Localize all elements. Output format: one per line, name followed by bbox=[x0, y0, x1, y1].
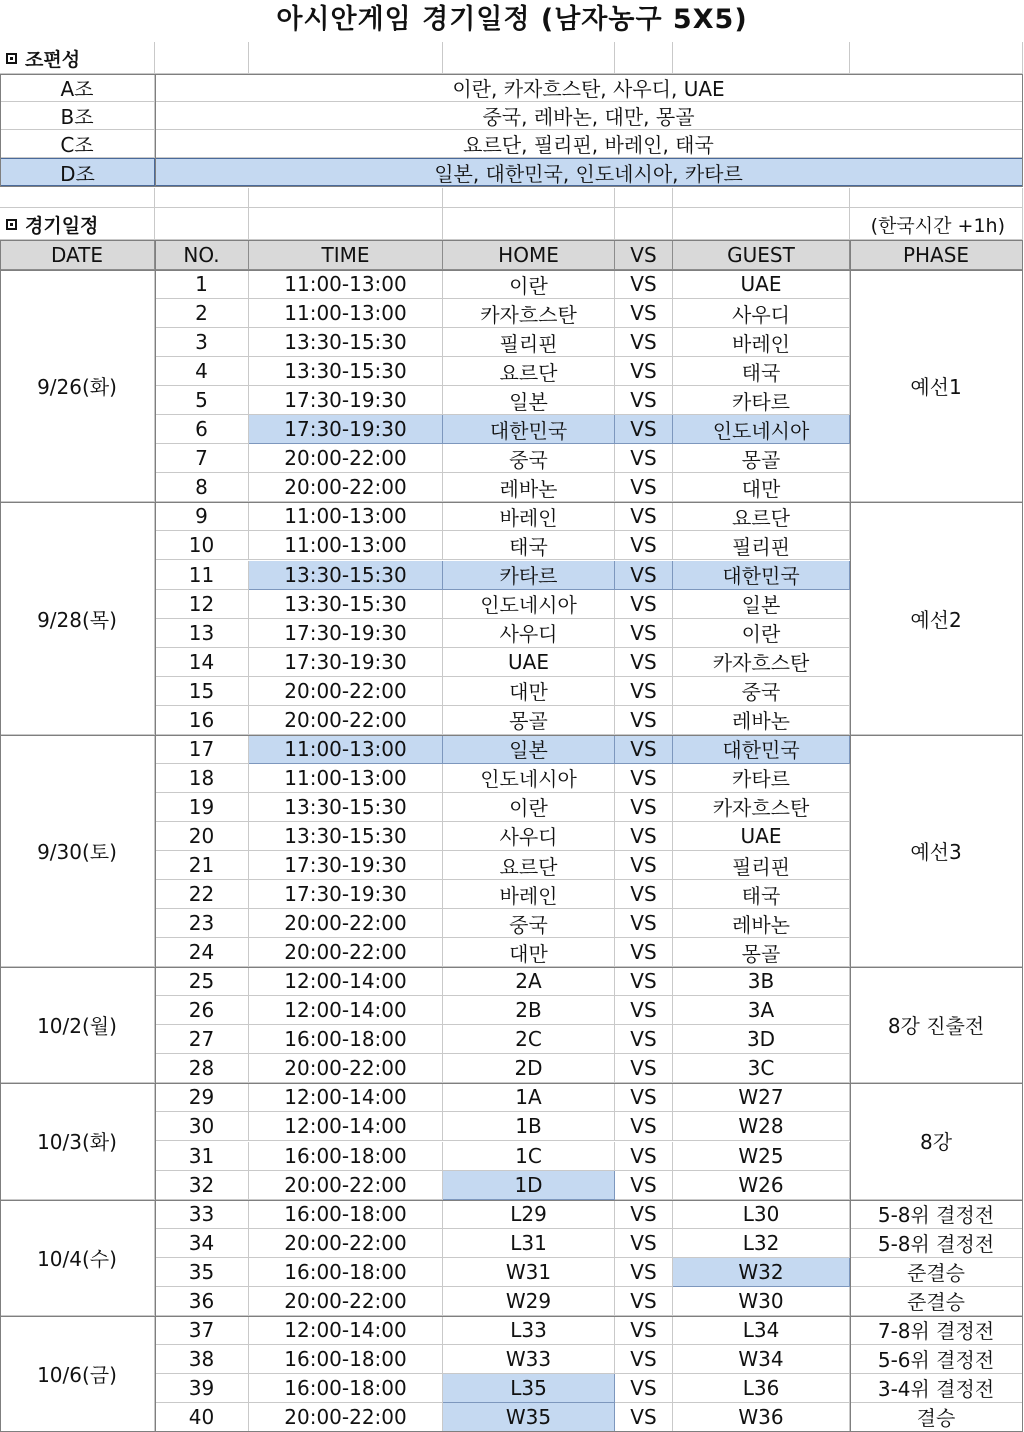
game-time: 12:00-14:00 bbox=[249, 1112, 443, 1141]
date-cell: 9/26(화) bbox=[0, 270, 155, 502]
game-home: 태국 bbox=[443, 531, 615, 560]
game-time: 17:30-19:30 bbox=[249, 880, 443, 909]
phase-column-border bbox=[850, 240, 851, 1432]
groups-border-mid bbox=[155, 74, 156, 186]
game-no: 38 bbox=[155, 1345, 249, 1374]
table-border-left bbox=[0, 240, 1, 1432]
game-guest: W26 bbox=[673, 1171, 850, 1200]
game-time: 11:00-13:00 bbox=[249, 764, 443, 793]
game-time: 17:30-19:30 bbox=[249, 648, 443, 677]
game-vs: VS bbox=[615, 473, 673, 502]
checkbox-square-icon bbox=[6, 219, 17, 230]
game-no: 7 bbox=[155, 444, 249, 473]
date-cell: 9/30(토) bbox=[0, 735, 155, 967]
game-guest: 대만 bbox=[673, 473, 850, 502]
game-no: 36 bbox=[155, 1287, 249, 1316]
game-guest: W28 bbox=[673, 1112, 850, 1141]
game-vs: VS bbox=[615, 1054, 673, 1083]
game-vs: VS bbox=[615, 299, 673, 328]
game-no: 26 bbox=[155, 996, 249, 1025]
game-vs: VS bbox=[615, 1083, 673, 1112]
game-time: 13:30-15:30 bbox=[249, 590, 443, 619]
game-vs: VS bbox=[615, 1316, 673, 1345]
game-vs: VS bbox=[615, 531, 673, 560]
game-no: 27 bbox=[155, 1025, 249, 1054]
game-home: 바레인 bbox=[443, 502, 615, 531]
header-date: DATE bbox=[0, 240, 155, 270]
blank-cell bbox=[155, 42, 249, 74]
game-vs: VS bbox=[615, 270, 673, 299]
game-guest: 바레인 bbox=[673, 328, 850, 357]
game-guest: 대한민국 bbox=[673, 561, 850, 590]
game-home: 중국 bbox=[443, 909, 615, 938]
game-home: 대한민국 bbox=[443, 415, 615, 444]
game-time: 13:30-15:30 bbox=[249, 822, 443, 851]
phase-cell: 결승 bbox=[850, 1403, 1023, 1432]
game-no: 34 bbox=[155, 1229, 249, 1258]
game-home: 중국 bbox=[443, 444, 615, 473]
game-vs: VS bbox=[615, 619, 673, 648]
game-no: 10 bbox=[155, 531, 249, 560]
game-vs: VS bbox=[615, 706, 673, 735]
game-guest: 3D bbox=[673, 1025, 850, 1054]
game-time: 20:00-22:00 bbox=[249, 1403, 443, 1432]
game-time: 17:30-19:30 bbox=[249, 851, 443, 880]
game-time: 20:00-22:00 bbox=[249, 1287, 443, 1316]
date-group-separator bbox=[0, 1200, 1023, 1201]
game-vs: VS bbox=[615, 1112, 673, 1141]
blank-cell bbox=[615, 208, 673, 240]
checkbox-square-icon bbox=[6, 53, 17, 64]
game-time: 16:00-18:00 bbox=[249, 1142, 443, 1171]
game-time: 11:00-13:00 bbox=[249, 502, 443, 531]
date-cell: 9/28(목) bbox=[0, 502, 155, 734]
game-guest: 3B bbox=[673, 967, 850, 996]
game-home: 일본 bbox=[443, 735, 615, 764]
game-home: 2D bbox=[443, 1054, 615, 1083]
phase-cell: 예선3 bbox=[850, 735, 1023, 967]
date-group-separator bbox=[0, 502, 1023, 503]
groups-border-left bbox=[0, 74, 1, 186]
game-no: 15 bbox=[155, 677, 249, 706]
game-no: 30 bbox=[155, 1112, 249, 1141]
game-home: W35 bbox=[443, 1403, 615, 1432]
blank-cell bbox=[850, 188, 1023, 208]
game-no: 14 bbox=[155, 648, 249, 677]
game-guest: L36 bbox=[673, 1374, 850, 1403]
game-time: 13:30-15:30 bbox=[249, 561, 443, 590]
game-time: 17:30-19:30 bbox=[249, 619, 443, 648]
group-name: D조 bbox=[0, 158, 155, 186]
game-vs: VS bbox=[615, 880, 673, 909]
game-vs: VS bbox=[615, 1200, 673, 1229]
game-vs: VS bbox=[615, 561, 673, 590]
game-home: 일본 bbox=[443, 386, 615, 415]
date-column-border bbox=[155, 240, 156, 1432]
game-vs: VS bbox=[615, 1142, 673, 1171]
game-time: 20:00-22:00 bbox=[249, 1171, 443, 1200]
game-vs: VS bbox=[615, 851, 673, 880]
game-vs: VS bbox=[615, 793, 673, 822]
game-home: 1A bbox=[443, 1083, 615, 1112]
game-no: 20 bbox=[155, 822, 249, 851]
game-vs: VS bbox=[615, 938, 673, 967]
game-vs: VS bbox=[615, 444, 673, 473]
game-guest: L32 bbox=[673, 1229, 850, 1258]
game-time: 11:00-13:00 bbox=[249, 735, 443, 764]
game-no: 16 bbox=[155, 706, 249, 735]
game-time: 12:00-14:00 bbox=[249, 1083, 443, 1112]
game-guest: 3A bbox=[673, 996, 850, 1025]
game-home: L35 bbox=[443, 1374, 615, 1403]
game-time: 20:00-22:00 bbox=[249, 1054, 443, 1083]
blank-cell bbox=[615, 42, 673, 74]
game-guest: UAE bbox=[673, 822, 850, 851]
game-guest: 카타르 bbox=[673, 764, 850, 793]
phase-cell: 예선1 bbox=[850, 270, 1023, 502]
game-vs: VS bbox=[615, 357, 673, 386]
game-home: 바레인 bbox=[443, 880, 615, 909]
game-guest: W36 bbox=[673, 1403, 850, 1432]
game-no: 9 bbox=[155, 502, 249, 531]
game-home: W31 bbox=[443, 1258, 615, 1287]
blank-cell bbox=[850, 42, 1023, 74]
phase-cell: 3-4위 결정전 bbox=[850, 1374, 1023, 1403]
date-cell: 10/6(금) bbox=[0, 1316, 155, 1432]
game-home: L31 bbox=[443, 1229, 615, 1258]
game-vs: VS bbox=[615, 590, 673, 619]
game-home: 카자흐스탄 bbox=[443, 299, 615, 328]
page-title: 아시안게임 경기일정 (남자농구 5X5) bbox=[276, 4, 748, 35]
game-guest: 몽골 bbox=[673, 938, 850, 967]
header-guest: GUEST bbox=[673, 240, 850, 270]
date-cell: 10/3(화) bbox=[0, 1083, 155, 1199]
game-home: 인도네시아 bbox=[443, 590, 615, 619]
game-home: 사우디 bbox=[443, 619, 615, 648]
game-no: 37 bbox=[155, 1316, 249, 1345]
header-border-bottom bbox=[0, 270, 1023, 271]
phase-cell: 준결승 bbox=[850, 1258, 1023, 1287]
game-no: 13 bbox=[155, 619, 249, 648]
game-home: 1B bbox=[443, 1112, 615, 1141]
game-time: 11:00-13:00 bbox=[249, 299, 443, 328]
phase-cell: 준결승 bbox=[850, 1287, 1023, 1316]
header-no: NO. bbox=[155, 240, 249, 270]
group-teams: 중국, 레바논, 대만, 몽골 bbox=[155, 102, 1023, 130]
game-time: 16:00-18:00 bbox=[249, 1200, 443, 1229]
game-home: 대만 bbox=[443, 677, 615, 706]
group-name: B조 bbox=[0, 102, 155, 130]
phase-cell: 7-8위 결정전 bbox=[850, 1316, 1023, 1345]
header-home: HOME bbox=[443, 240, 615, 270]
game-no: 4 bbox=[155, 357, 249, 386]
game-time: 20:00-22:00 bbox=[249, 909, 443, 938]
group-name: C조 bbox=[0, 130, 155, 158]
game-no: 24 bbox=[155, 938, 249, 967]
game-vs: VS bbox=[615, 735, 673, 764]
blank-cell bbox=[673, 188, 850, 208]
game-no: 25 bbox=[155, 967, 249, 996]
schedule-section-label: 경기일정 bbox=[25, 214, 99, 237]
phase-cell: 8강 bbox=[850, 1083, 1023, 1199]
game-guest: 태국 bbox=[673, 357, 850, 386]
date-group-separator bbox=[0, 967, 1023, 968]
game-time: 20:00-22:00 bbox=[249, 677, 443, 706]
game-home: 인도네시아 bbox=[443, 764, 615, 793]
game-home: UAE bbox=[443, 648, 615, 677]
game-home: 이란 bbox=[443, 793, 615, 822]
game-home: 카타르 bbox=[443, 561, 615, 590]
header-phase: PHASE bbox=[850, 240, 1023, 270]
group-teams: 요르단, 필리핀, 바레인, 태국 bbox=[155, 130, 1023, 158]
game-vs: VS bbox=[615, 415, 673, 444]
date-cell: 10/2(월) bbox=[0, 967, 155, 1083]
table-border-right bbox=[1022, 240, 1023, 1432]
game-time: 16:00-18:00 bbox=[249, 1025, 443, 1054]
phase-cell: 8강 진출전 bbox=[850, 967, 1023, 1083]
groups-border-right bbox=[1022, 74, 1023, 186]
game-no: 28 bbox=[155, 1054, 249, 1083]
game-home: 1C bbox=[443, 1142, 615, 1171]
game-no: 3 bbox=[155, 328, 249, 357]
game-vs: VS bbox=[615, 1229, 673, 1258]
game-home: 요르단 bbox=[443, 357, 615, 386]
group-name: A조 bbox=[0, 74, 155, 102]
game-guest: 카자흐스탄 bbox=[673, 648, 850, 677]
game-home: L29 bbox=[443, 1200, 615, 1229]
game-time: 12:00-14:00 bbox=[249, 967, 443, 996]
game-vs: VS bbox=[615, 1287, 673, 1316]
groups-section-title bbox=[0, 42, 155, 74]
game-no: 35 bbox=[155, 1258, 249, 1287]
game-home: 대만 bbox=[443, 938, 615, 967]
game-vs: VS bbox=[615, 764, 673, 793]
game-vs: VS bbox=[615, 1025, 673, 1054]
game-no: 29 bbox=[155, 1083, 249, 1112]
header-time: TIME bbox=[249, 240, 443, 270]
game-time: 20:00-22:00 bbox=[249, 938, 443, 967]
game-guest: 요르단 bbox=[673, 502, 850, 531]
game-guest: W27 bbox=[673, 1083, 850, 1112]
game-no: 40 bbox=[155, 1403, 249, 1432]
phase-cell: 예선2 bbox=[850, 502, 1023, 734]
game-home: 2A bbox=[443, 967, 615, 996]
game-time: 16:00-18:00 bbox=[249, 1374, 443, 1403]
game-guest: 대한민국 bbox=[673, 735, 850, 764]
game-guest: 중국 bbox=[673, 677, 850, 706]
date-group-separator bbox=[0, 1083, 1023, 1084]
game-guest: 사우디 bbox=[673, 299, 850, 328]
game-guest: 몽골 bbox=[673, 444, 850, 473]
game-no: 31 bbox=[155, 1142, 249, 1171]
game-guest: 인도네시아 bbox=[673, 415, 850, 444]
date-cell: 10/4(수) bbox=[0, 1200, 155, 1316]
groups-border-top bbox=[0, 74, 1023, 75]
game-guest: 필리핀 bbox=[673, 531, 850, 560]
game-home: 몽골 bbox=[443, 706, 615, 735]
blank-cell bbox=[673, 42, 850, 74]
game-time: 20:00-22:00 bbox=[249, 444, 443, 473]
phase-cell: 5-6위 결정전 bbox=[850, 1345, 1023, 1374]
game-time: 16:00-18:00 bbox=[249, 1258, 443, 1287]
game-vs: VS bbox=[615, 967, 673, 996]
time-zone-note: (한국시간 +1h) bbox=[870, 214, 1005, 237]
game-vs: VS bbox=[615, 909, 673, 938]
game-vs: VS bbox=[615, 386, 673, 415]
game-guest: 필리핀 bbox=[673, 851, 850, 880]
game-time: 12:00-14:00 bbox=[249, 996, 443, 1025]
game-no: 21 bbox=[155, 851, 249, 880]
game-no: 18 bbox=[155, 764, 249, 793]
game-no: 33 bbox=[155, 1200, 249, 1229]
game-guest: L30 bbox=[673, 1200, 850, 1229]
game-time: 17:30-19:30 bbox=[249, 386, 443, 415]
game-no: 39 bbox=[155, 1374, 249, 1403]
game-no: 22 bbox=[155, 880, 249, 909]
schedule-section-title bbox=[0, 208, 300, 240]
game-no: 19 bbox=[155, 793, 249, 822]
game-guest: W34 bbox=[673, 1345, 850, 1374]
group-teams: 일본, 대한민국, 인도네시아, 카타르 bbox=[155, 158, 1023, 186]
blank-cell bbox=[615, 188, 673, 208]
date-group-separator bbox=[0, 735, 1023, 736]
game-no: 17 bbox=[155, 735, 249, 764]
blank-cell bbox=[249, 42, 443, 74]
game-home: 사우디 bbox=[443, 822, 615, 851]
game-time: 11:00-13:00 bbox=[249, 270, 443, 299]
phase-cell: 5-8위 결정전 bbox=[850, 1229, 1023, 1258]
game-time: 20:00-22:00 bbox=[249, 706, 443, 735]
game-no: 23 bbox=[155, 909, 249, 938]
game-time: 12:00-14:00 bbox=[249, 1316, 443, 1345]
game-time: 11:00-13:00 bbox=[249, 531, 443, 560]
game-guest: UAE bbox=[673, 270, 850, 299]
game-no: 12 bbox=[155, 590, 249, 619]
game-guest: 카자흐스탄 bbox=[673, 793, 850, 822]
blank-cell bbox=[0, 188, 155, 208]
game-home: W29 bbox=[443, 1287, 615, 1316]
game-home: 1D bbox=[443, 1171, 615, 1200]
game-guest: 카타르 bbox=[673, 386, 850, 415]
group-teams: 이란, 카자흐스탄, 사우디, UAE bbox=[155, 74, 1023, 102]
game-guest: 3C bbox=[673, 1054, 850, 1083]
game-no: 6 bbox=[155, 415, 249, 444]
game-no: 8 bbox=[155, 473, 249, 502]
game-time: 20:00-22:00 bbox=[249, 1229, 443, 1258]
blank-cell bbox=[443, 42, 615, 74]
game-home: L33 bbox=[443, 1316, 615, 1345]
blank-cell bbox=[443, 188, 615, 208]
date-group-separator bbox=[0, 1316, 1023, 1317]
game-guest: W30 bbox=[673, 1287, 850, 1316]
game-guest: 일본 bbox=[673, 590, 850, 619]
game-vs: VS bbox=[615, 1171, 673, 1200]
game-vs: VS bbox=[615, 677, 673, 706]
game-guest: 레바논 bbox=[673, 706, 850, 735]
game-vs: VS bbox=[615, 502, 673, 531]
blank-cell bbox=[443, 208, 615, 240]
game-time: 20:00-22:00 bbox=[249, 473, 443, 502]
game-vs: VS bbox=[615, 328, 673, 357]
game-vs: VS bbox=[615, 1374, 673, 1403]
game-guest: W25 bbox=[673, 1142, 850, 1171]
table-border-top bbox=[0, 240, 1023, 241]
phase-cell: 5-8위 결정전 bbox=[850, 1200, 1023, 1229]
game-time: 16:00-18:00 bbox=[249, 1345, 443, 1374]
game-vs: VS bbox=[615, 1258, 673, 1287]
game-home: W33 bbox=[443, 1345, 615, 1374]
game-no: 11 bbox=[155, 561, 249, 590]
game-guest: 이란 bbox=[673, 619, 850, 648]
game-vs: VS bbox=[615, 1403, 673, 1432]
blank-cell bbox=[155, 188, 249, 208]
game-home: 2B bbox=[443, 996, 615, 1025]
game-no: 32 bbox=[155, 1171, 249, 1200]
game-time: 13:30-15:30 bbox=[249, 328, 443, 357]
game-vs: VS bbox=[615, 822, 673, 851]
game-home: 2C bbox=[443, 1025, 615, 1054]
game-guest: W32 bbox=[673, 1258, 850, 1287]
game-time: 17:30-19:30 bbox=[249, 415, 443, 444]
blank-cell bbox=[249, 188, 443, 208]
game-guest: L34 bbox=[673, 1316, 850, 1345]
game-guest: 태국 bbox=[673, 880, 850, 909]
game-no: 1 bbox=[155, 270, 249, 299]
game-home: 레바논 bbox=[443, 473, 615, 502]
game-vs: VS bbox=[615, 996, 673, 1025]
groups-section-label: 조편성 bbox=[25, 48, 81, 71]
game-no: 2 bbox=[155, 299, 249, 328]
game-home: 이란 bbox=[443, 270, 615, 299]
header-vs: VS bbox=[615, 240, 673, 270]
game-home: 필리핀 bbox=[443, 328, 615, 357]
game-guest: 레바논 bbox=[673, 909, 850, 938]
game-vs: VS bbox=[615, 1345, 673, 1374]
game-no: 5 bbox=[155, 386, 249, 415]
game-time: 13:30-15:30 bbox=[249, 357, 443, 386]
game-vs: VS bbox=[615, 648, 673, 677]
game-time: 13:30-15:30 bbox=[249, 793, 443, 822]
groups-border-bottom bbox=[0, 186, 1023, 187]
game-home: 요르단 bbox=[443, 851, 615, 880]
